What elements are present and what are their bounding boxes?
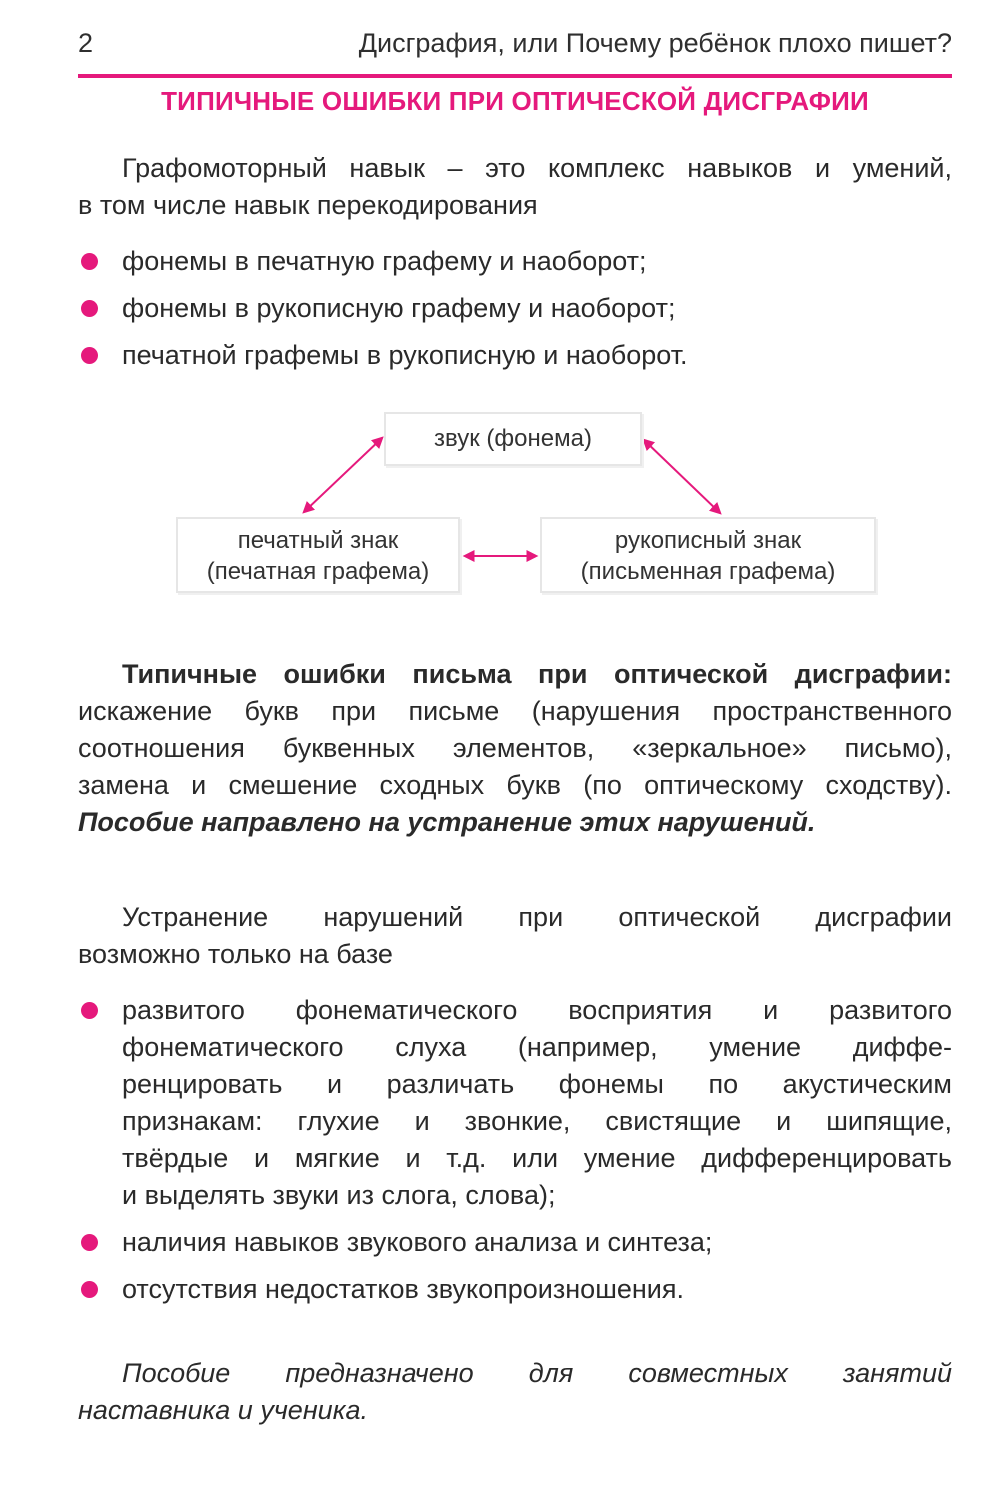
list-item: печатной графемы в рукописную и наоборот. bbox=[78, 337, 952, 374]
closing-line-2: наставника и ученика. bbox=[78, 1395, 368, 1425]
list-item: наличия навыков звукового анализа и синтеза; bbox=[78, 1224, 952, 1261]
arrow-top-left bbox=[304, 438, 382, 512]
diagram-label-written-grapheme: (письменная графема) bbox=[580, 558, 836, 585]
closing-line-1: Пособие предназначено для совместных занятий bbox=[122, 1358, 952, 1388]
basis-intro-line-1: Устранение нарушений при оптической дисграфии bbox=[122, 902, 952, 932]
section-title: ТИПИЧНЫЕ ОШИБКИ ПРИ ОПТИЧЕСКОЙ ДИСГРАФИИ bbox=[161, 86, 869, 116]
bullet-dot-icon bbox=[81, 1234, 98, 1251]
list-item: отсутствия недостатков звукопроизношения. bbox=[78, 1271, 952, 1308]
page-number: 2 bbox=[78, 28, 94, 58]
diagram-box-handwritten bbox=[540, 517, 876, 593]
basis-intro-paragraph bbox=[78, 899, 952, 973]
basis-intro-line-2: возможно только на базе bbox=[78, 939, 393, 969]
bullet-dot-icon bbox=[81, 1002, 98, 1019]
errors-heading-line bbox=[78, 656, 952, 693]
diagram-label-printed: печатный знак bbox=[237, 527, 399, 554]
basis-list bbox=[78, 992, 952, 1308]
errors-line-1: искажение букв при письме (нарушения пространственного bbox=[78, 696, 952, 726]
errors-heading: Типичные ошибки письма при оптической дисграфии: bbox=[122, 659, 952, 689]
bullet-dot-icon bbox=[81, 1281, 98, 1298]
diagram-label-printed-grapheme: (печатная графема) bbox=[206, 558, 430, 585]
arrow-top-right bbox=[644, 440, 720, 513]
diagram-label-sound: звук (фонема) bbox=[434, 425, 592, 452]
diagram-label-handwritten: рукописный знак bbox=[614, 527, 802, 554]
errors-emphasis: Пособие направлено на устранение этих нарушений. bbox=[78, 807, 816, 837]
intro-line-1: Графомоторный навык – это комплекс навыков и умений, bbox=[122, 153, 952, 183]
list-item: фонемы в рукописную графему и наоборот; bbox=[78, 290, 952, 327]
errors-line-2: соотношения буквенных элементов, «зеркальное» письмо), bbox=[78, 733, 952, 763]
closing-paragraph bbox=[78, 1355, 952, 1429]
errors-paragraph bbox=[78, 656, 952, 841]
errors-line-3: замена и смешение сходных букв (по оптическому сходству). bbox=[78, 770, 952, 800]
diagram-box-sound bbox=[384, 412, 642, 466]
list-item: развитого фонематического восприятия и развитого фонематического слуха (например, умение диффе- ренцировать и различать фонемы по акустическим признакам: глухие и звонкие, свистящие и шипящие, твёрдые и мягкие и т.д. или умение дифференцировать и выделять звуки из слога, слова); bbox=[78, 992, 952, 1214]
intro-line-2: в том числе навык перекодирования bbox=[78, 190, 538, 220]
list-item: фонемы в печатную графему и наоборот; bbox=[78, 243, 952, 280]
diagram-box-printed bbox=[176, 517, 460, 593]
running-title: Дисграфия, или Почему ребёнок плохо пишет? bbox=[358, 28, 952, 58]
